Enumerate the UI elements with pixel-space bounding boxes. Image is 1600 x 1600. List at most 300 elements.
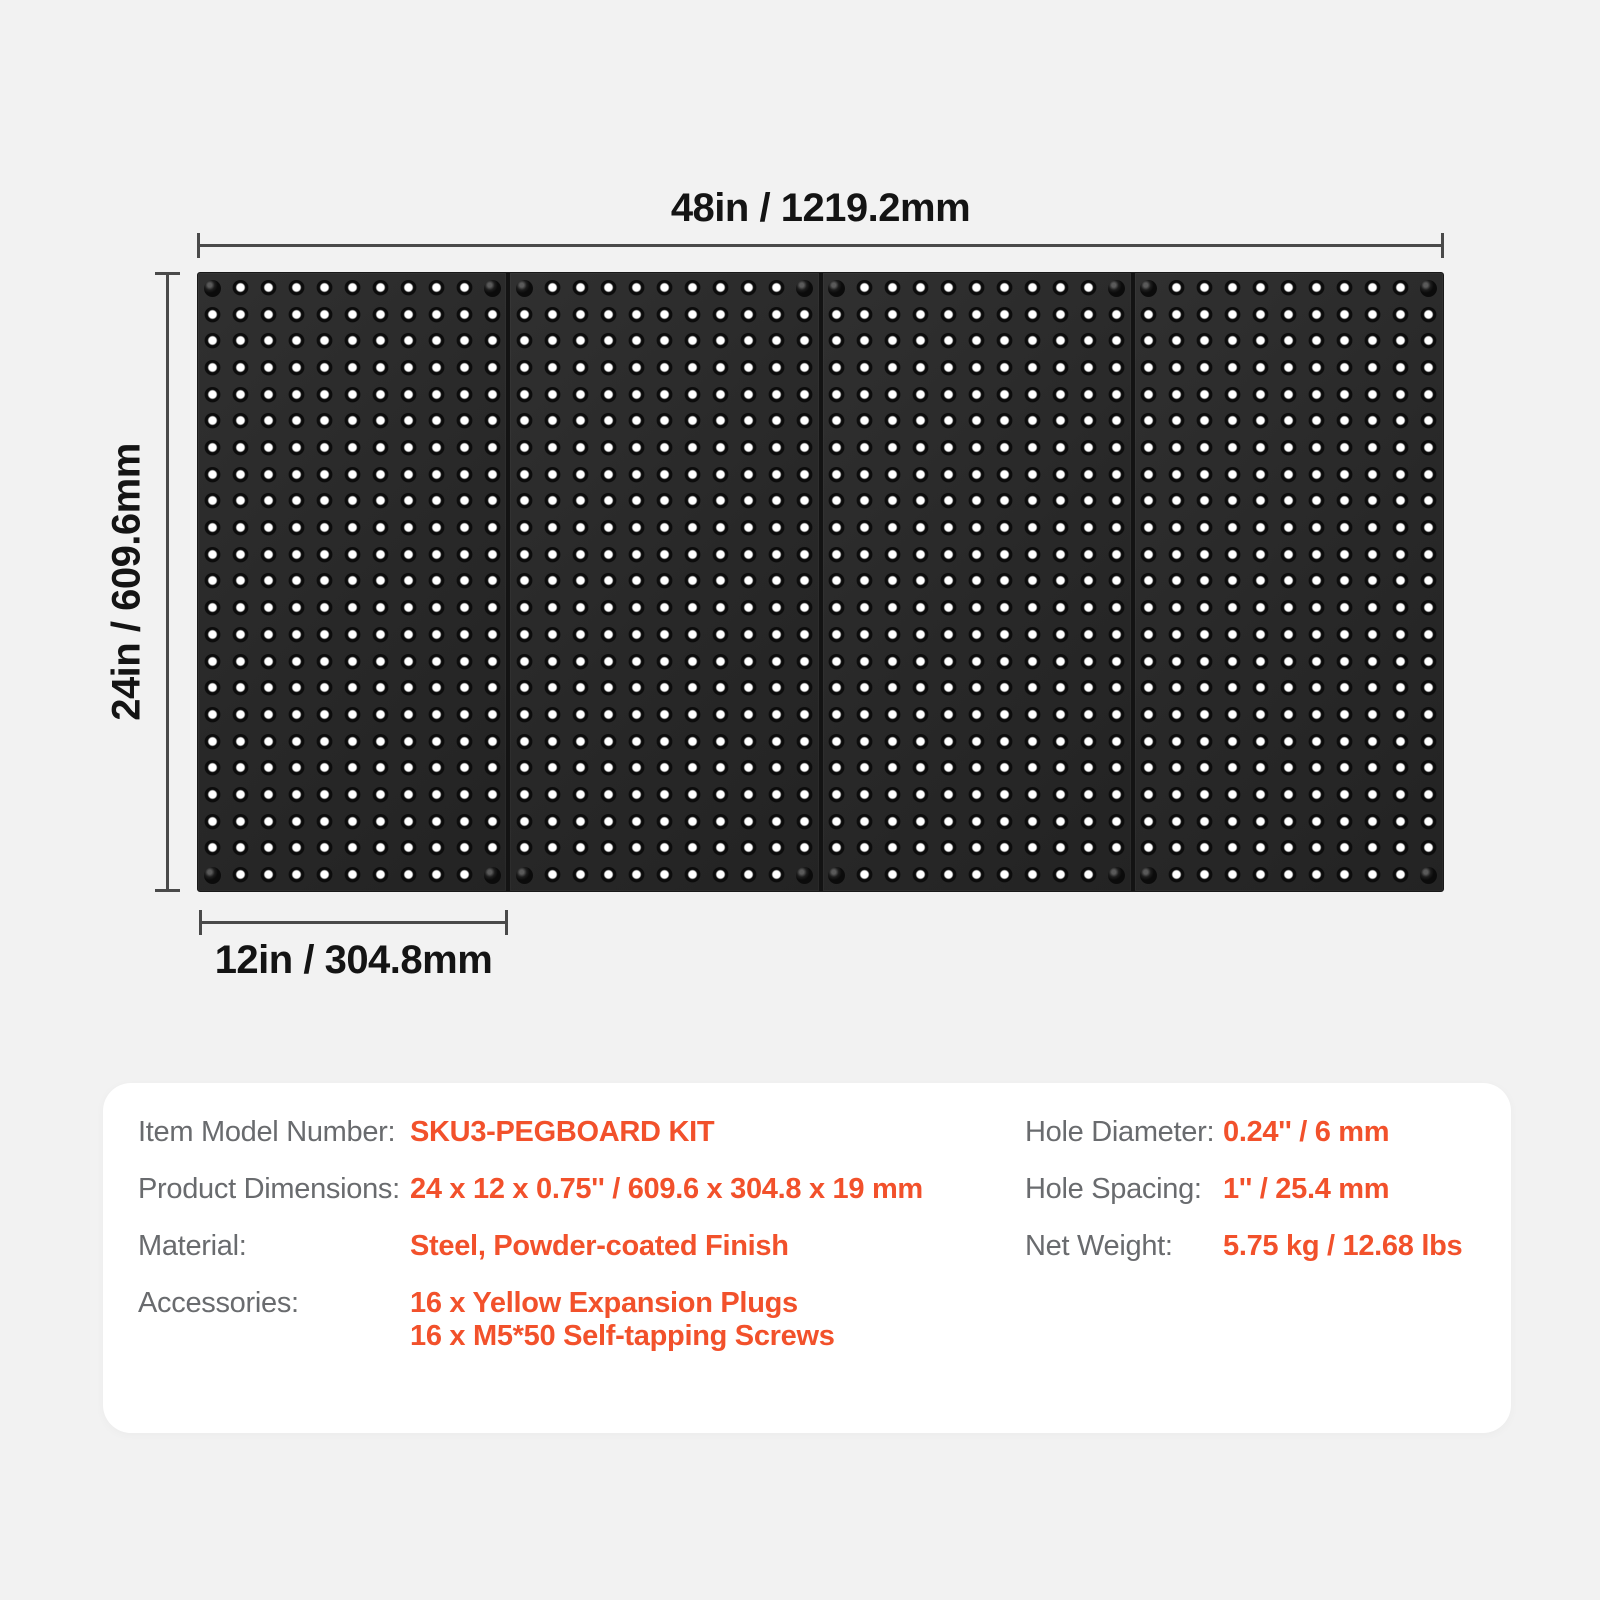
peg-hole (1280, 280, 1297, 297)
peg-hole (516, 654, 533, 671)
peg-hole (1168, 814, 1185, 831)
peg-hole (856, 280, 873, 297)
peg-cell (1275, 275, 1303, 302)
peg-cell (1303, 328, 1331, 355)
peg-hole (1280, 413, 1297, 430)
peg-hole (1024, 840, 1041, 857)
peg-hole (1168, 520, 1185, 537)
peg-cell (851, 302, 879, 329)
peg-cell (1303, 675, 1331, 702)
peg-hole (828, 760, 845, 777)
peg-hole (796, 840, 813, 857)
peg-cell (1387, 595, 1415, 622)
peg-cell (1135, 649, 1163, 676)
peg-hole (232, 387, 249, 404)
peg-hole (1280, 387, 1297, 404)
peg-cell (907, 515, 935, 542)
peg-hole (912, 333, 929, 350)
peg-hole (1392, 680, 1409, 697)
peg-cell (282, 729, 310, 756)
peg-cell (282, 328, 310, 355)
peg-cell (734, 275, 762, 302)
peg-cell (851, 408, 879, 435)
peg-cell (762, 862, 790, 889)
peg-hole (828, 573, 845, 590)
peg-hole (316, 360, 333, 377)
peg-hole (712, 787, 729, 804)
peg-cell (1359, 836, 1387, 863)
peg-hole (456, 600, 473, 617)
peg-cell (1047, 515, 1075, 542)
peg-cell (963, 542, 991, 569)
peg-hole (1392, 360, 1409, 377)
peg-hole (912, 600, 929, 617)
peg-hole (1252, 307, 1269, 324)
peg-hole (1252, 600, 1269, 617)
spec-value: 1'' / 25.4 mm (1223, 1173, 1390, 1205)
peg-cell (991, 595, 1019, 622)
peg-cell (790, 355, 818, 382)
peg-cell (935, 408, 963, 435)
peg-cell (282, 836, 310, 863)
peg-cell (450, 622, 478, 649)
peg-hole (260, 840, 277, 857)
peg-cell (1387, 729, 1415, 756)
peg-hole (260, 573, 277, 590)
peg-cell (366, 542, 394, 569)
peg-hole (856, 814, 873, 831)
peg-cell (1075, 649, 1103, 676)
peg-hole (1308, 387, 1325, 404)
peg-cell (1135, 809, 1163, 836)
peg-cell (1415, 569, 1443, 596)
peg-hole (768, 493, 785, 510)
peg-cell (478, 275, 506, 302)
peg-hole (316, 840, 333, 857)
peg-cell (594, 515, 622, 542)
peg-cell (790, 542, 818, 569)
dimension-tick (155, 272, 180, 275)
peg-cell (310, 435, 338, 462)
panel-width-label: 12in / 304.8mm (214, 938, 493, 982)
peg-cell (851, 515, 879, 542)
peg-cell (1275, 328, 1303, 355)
peg-hole (484, 387, 501, 404)
peg-cell (823, 649, 851, 676)
peg-cell (538, 435, 566, 462)
peg-hole (912, 413, 929, 430)
peg-hole (1336, 547, 1353, 564)
peg-hole (712, 467, 729, 484)
peg-hole (712, 760, 729, 777)
peg-cell (422, 408, 450, 435)
peg-cell (510, 382, 538, 409)
peg-cell (394, 569, 422, 596)
peg-cell (1415, 622, 1443, 649)
peg-hole (516, 307, 533, 324)
peg-hole (232, 493, 249, 510)
peg-cell (907, 809, 935, 836)
peg-hole (884, 707, 901, 724)
peg-hole (912, 867, 929, 884)
peg-hole (656, 413, 673, 430)
peg-cell (1135, 702, 1163, 729)
peg-cell (310, 355, 338, 382)
peg-cell (422, 809, 450, 836)
peg-cell (450, 408, 478, 435)
peg-hole (1140, 814, 1157, 831)
peg-hole (628, 280, 645, 297)
peg-cell (790, 328, 818, 355)
peg-hole (740, 573, 757, 590)
peg-cell (1387, 355, 1415, 382)
peg-cell (594, 542, 622, 569)
peg-hole (1196, 547, 1213, 564)
peg-cell (310, 302, 338, 329)
peg-cell (650, 756, 678, 783)
peg-hole (572, 627, 589, 644)
peg-hole (260, 520, 277, 537)
peg-hole (1196, 760, 1213, 777)
peg-cell (879, 302, 907, 329)
peg-hole (1052, 707, 1069, 724)
peg-hole (968, 280, 985, 297)
peg-cell (622, 435, 650, 462)
peg-hole (344, 440, 361, 457)
peg-hole (968, 413, 985, 430)
peg-hole (516, 627, 533, 644)
peg-hole (288, 307, 305, 324)
peg-hole (712, 654, 729, 671)
peg-hole (884, 760, 901, 777)
peg-hole (968, 867, 985, 884)
peg-cell (510, 622, 538, 649)
peg-cell (310, 836, 338, 863)
peg-hole (996, 280, 1013, 297)
peg-hole (572, 413, 589, 430)
peg-hole (1280, 654, 1297, 671)
peg-hole (288, 333, 305, 350)
peg-cell (366, 862, 394, 889)
peg-cell (310, 542, 338, 569)
peg-cell (450, 836, 478, 863)
peg-cell (1047, 862, 1075, 889)
peg-hole (1308, 413, 1325, 430)
peg-cell (1415, 355, 1443, 382)
peg-hole (484, 307, 501, 324)
peg-hole (1336, 760, 1353, 777)
peg-cell (935, 836, 963, 863)
peg-cell (1219, 435, 1247, 462)
peg-hole (544, 493, 561, 510)
peg-hole (1196, 600, 1213, 617)
peg-cell (226, 489, 254, 516)
peg-hole (1364, 440, 1381, 457)
peg-cell (594, 649, 622, 676)
peg-hole (628, 680, 645, 697)
peg-cell (823, 809, 851, 836)
peg-hole (1392, 493, 1409, 510)
peg-hole (544, 333, 561, 350)
peg-hole (628, 840, 645, 857)
peg-cell (1303, 408, 1331, 435)
peg-cell (510, 836, 538, 863)
peg-cell (338, 462, 366, 489)
dimension-tick (197, 233, 200, 258)
peg-cell (678, 569, 706, 596)
peg-cell (851, 382, 879, 409)
peg-cell (1387, 809, 1415, 836)
peg-hole (1168, 387, 1185, 404)
peg-hole (204, 467, 221, 484)
peg-cell (1359, 809, 1387, 836)
peg-hole (884, 573, 901, 590)
peg-hole (1224, 307, 1241, 324)
peg-cell (1219, 862, 1247, 889)
peg-hole (1364, 840, 1381, 857)
spec-value: 24 x 12 x 0.75'' / 609.6 x 304.8 x 19 mm (410, 1173, 923, 1205)
peg-cell (1303, 382, 1331, 409)
peg-hole (740, 680, 757, 697)
peg-cell (366, 729, 394, 756)
peg-hole (1196, 333, 1213, 350)
peg-hole (1168, 573, 1185, 590)
spec-value: 5.75 kg / 12.68 lbs (1223, 1230, 1463, 1262)
peg-cell (622, 675, 650, 702)
peg-cell (594, 382, 622, 409)
peg-cell (991, 729, 1019, 756)
peg-hole (544, 680, 561, 697)
peg-cell (1275, 756, 1303, 783)
peg-hole (1364, 734, 1381, 751)
peg-hole (684, 654, 701, 671)
peg-hole (884, 520, 901, 537)
peg-cell (1075, 542, 1103, 569)
peg-hole (1080, 600, 1097, 617)
spec-label: Material: (138, 1230, 247, 1262)
peg-hole (600, 600, 617, 617)
peg-hole (372, 573, 389, 590)
peg-cell (650, 702, 678, 729)
peg-cell (790, 675, 818, 702)
peg-hole (428, 680, 445, 697)
peg-hole (344, 280, 361, 297)
peg-cell (1415, 489, 1443, 516)
peg-hole (372, 867, 389, 884)
peg-hole (428, 707, 445, 724)
peg-cell (1359, 302, 1387, 329)
peg-cell (734, 355, 762, 382)
peg-cell (1103, 782, 1131, 809)
peg-hole (1308, 814, 1325, 831)
peg-cell (963, 355, 991, 382)
peg-hole (344, 413, 361, 430)
peg-cell (1387, 675, 1415, 702)
peg-hole (1224, 573, 1241, 590)
peg-cell (1135, 862, 1163, 889)
peg-hole (544, 573, 561, 590)
peg-cell (1163, 515, 1191, 542)
peg-hole (740, 600, 757, 617)
peg-hole (544, 547, 561, 564)
peg-cell (678, 355, 706, 382)
peg-hole (996, 360, 1013, 377)
peg-hole (1392, 333, 1409, 350)
peg-cell (1275, 595, 1303, 622)
mounting-screw (1108, 280, 1125, 297)
peg-hole (316, 520, 333, 537)
peg-hole (572, 547, 589, 564)
peg-hole (372, 493, 389, 510)
peg-cell (1219, 408, 1247, 435)
peg-hole (1108, 360, 1125, 377)
peg-hole (912, 573, 929, 590)
peg-hole (288, 787, 305, 804)
peg-cell (1135, 675, 1163, 702)
peg-hole (428, 814, 445, 831)
peg-hole (428, 520, 445, 537)
peg-cell (478, 435, 506, 462)
peg-hole (456, 493, 473, 510)
peg-hole (968, 520, 985, 537)
peg-cell (338, 675, 366, 702)
peg-hole (968, 840, 985, 857)
peg-cell (394, 595, 422, 622)
peg-cell (1359, 462, 1387, 489)
peg-cell (338, 275, 366, 302)
mounting-screw (1108, 867, 1125, 884)
peg-hole (400, 440, 417, 457)
peg-hole (1024, 520, 1041, 537)
spec-value: Steel, Powder-coated Finish (410, 1230, 789, 1262)
peg-hole (260, 867, 277, 884)
peg-hole (684, 760, 701, 777)
peg-hole (712, 840, 729, 857)
peg-hole (316, 573, 333, 590)
peg-hole (856, 413, 873, 430)
peg-hole (712, 413, 729, 430)
peg-cell (1247, 355, 1275, 382)
peg-hole (428, 280, 445, 297)
peg-hole (1024, 387, 1041, 404)
peg-cell (1075, 622, 1103, 649)
peg-cell (1103, 569, 1131, 596)
peg-hole (884, 547, 901, 564)
peg-cell (678, 515, 706, 542)
peg-cell (1163, 462, 1191, 489)
peg-cell (310, 862, 338, 889)
peg-cell (1331, 622, 1359, 649)
peg-cell (851, 756, 879, 783)
peg-cell (762, 756, 790, 783)
peg-hole (260, 600, 277, 617)
peg-cell (879, 782, 907, 809)
peg-hole (1024, 493, 1041, 510)
peg-cell (762, 595, 790, 622)
peg-cell (1275, 489, 1303, 516)
peg-cell (1103, 649, 1131, 676)
peg-hole (516, 333, 533, 350)
peg-cell (566, 435, 594, 462)
peg-cell (1331, 302, 1359, 329)
peg-hole (372, 734, 389, 751)
peg-hole (288, 707, 305, 724)
peg-hole (344, 867, 361, 884)
peg-cell (226, 836, 254, 863)
peg-cell (1191, 862, 1219, 889)
peg-hole (1364, 627, 1381, 644)
peg-hole (884, 734, 901, 751)
peg-hole (1108, 413, 1125, 430)
peg-cell (1191, 408, 1219, 435)
peg-hole (484, 707, 501, 724)
peg-hole (572, 654, 589, 671)
peg-cell (594, 489, 622, 516)
peg-cell (394, 328, 422, 355)
peg-hole (940, 307, 957, 324)
peg-hole (344, 600, 361, 617)
peg-cell (1047, 542, 1075, 569)
peg-cell (338, 408, 366, 435)
peg-hole (1052, 814, 1069, 831)
peg-hole (940, 573, 957, 590)
spec-label: Accessories: (138, 1287, 299, 1319)
peg-hole (656, 600, 673, 617)
dimension-tick (505, 910, 508, 935)
peg-hole (912, 467, 929, 484)
peg-cell (1135, 782, 1163, 809)
peg-cell (226, 729, 254, 756)
peg-hole (372, 654, 389, 671)
peg-hole (544, 440, 561, 457)
peg-hole (1196, 360, 1213, 377)
peg-cell (1359, 569, 1387, 596)
peg-cell (734, 756, 762, 783)
peg-cell (254, 542, 282, 569)
peg-cell (1219, 382, 1247, 409)
peg-cell (1047, 382, 1075, 409)
peg-cell (198, 408, 226, 435)
peg-hole (1140, 760, 1157, 777)
peg-hole (628, 307, 645, 324)
pegboard-panel (198, 273, 506, 891)
peg-hole (768, 467, 785, 484)
peg-cell (1415, 729, 1443, 756)
peg-hole (1364, 814, 1381, 831)
peg-hole (1308, 787, 1325, 804)
peg-hole (456, 654, 473, 671)
peg-cell (1047, 328, 1075, 355)
peg-cell (734, 489, 762, 516)
peg-cell (422, 702, 450, 729)
peg-hole (996, 600, 1013, 617)
peg-hole (516, 387, 533, 404)
peg-cell (1275, 355, 1303, 382)
peg-cell (991, 489, 1019, 516)
peg-cell (1275, 569, 1303, 596)
peg-hole (1252, 787, 1269, 804)
peg-cell (1359, 675, 1387, 702)
peg-hole (684, 734, 701, 751)
peg-hole (516, 413, 533, 430)
peg-cell (282, 622, 310, 649)
peg-cell (879, 809, 907, 836)
peg-hole (1168, 493, 1185, 510)
peg-hole (456, 707, 473, 724)
peg-hole (600, 787, 617, 804)
peg-cell (963, 275, 991, 302)
peg-cell (1219, 542, 1247, 569)
